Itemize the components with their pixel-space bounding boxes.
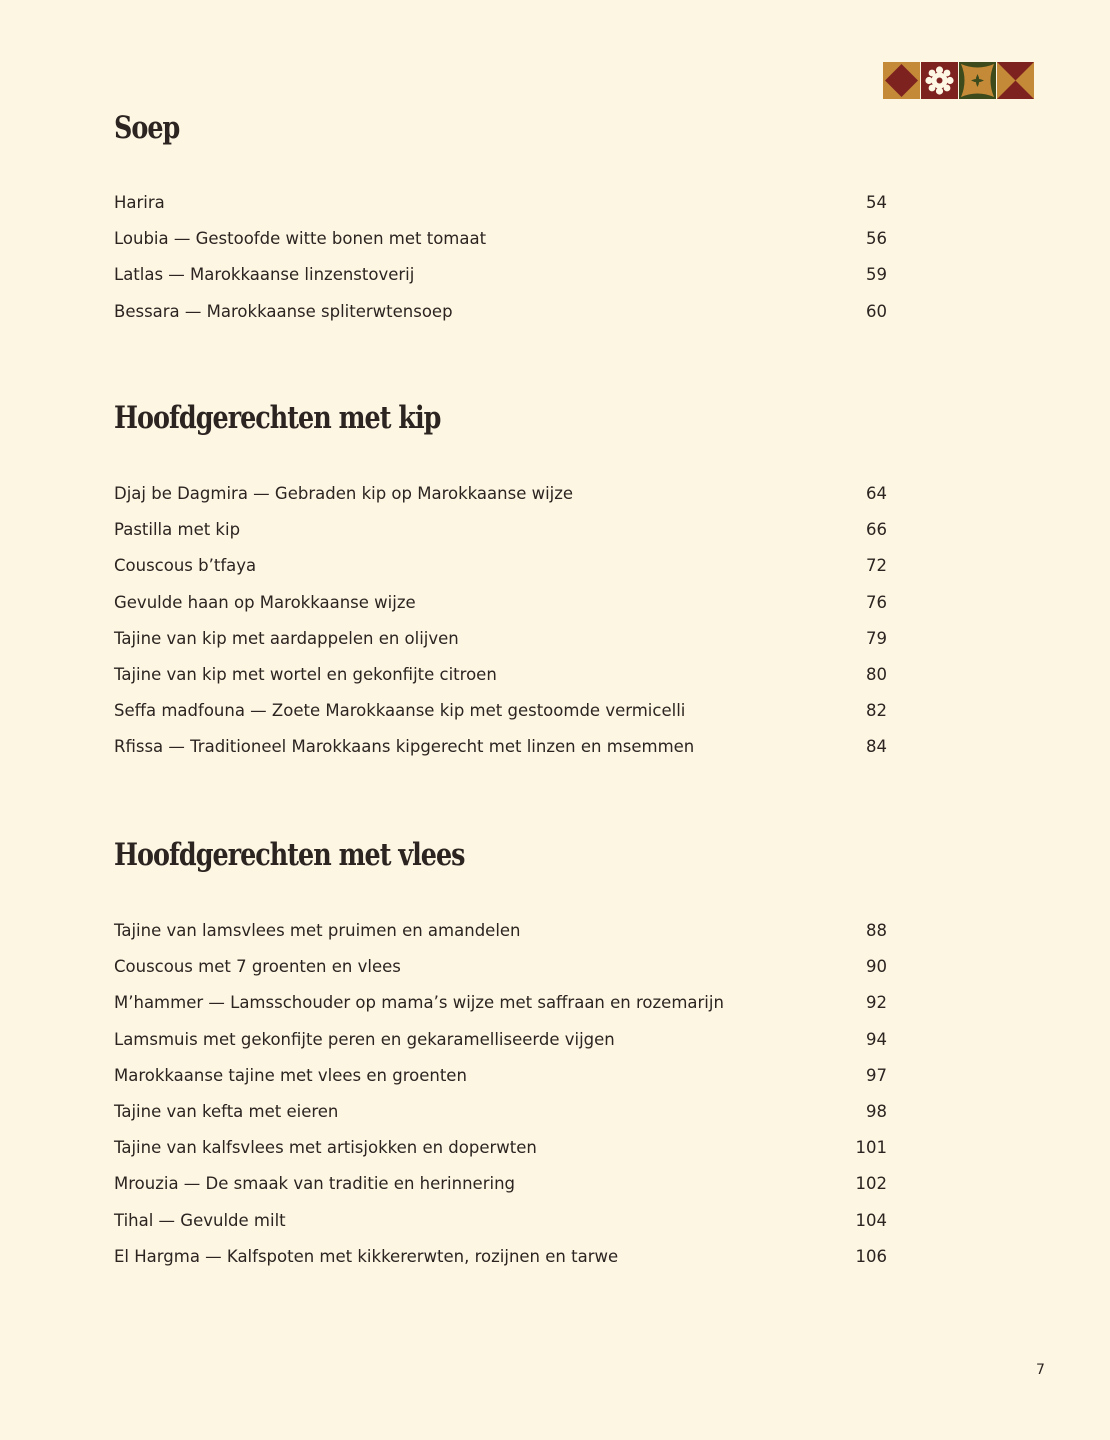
entry-page-number: 80: [866, 664, 887, 684]
leaf-cross-tile-icon: [959, 62, 996, 99]
entry-title: Marokkaanse tajine met vlees en groenten: [114, 1065, 467, 1085]
entry-page-number: 56: [866, 229, 887, 249]
entry-page-number: 66: [866, 520, 887, 540]
section-title-vlees: Hoofdgerechten met vlees: [114, 837, 465, 873]
entry-title: Tajine van kip met wortel en gekonfijte citroen: [114, 664, 497, 684]
toc-entry[interactable]: [114, 921, 887, 957]
entry-title: M’hammer — Lamsschouder op mama’s wijze met saffraan en rozemarijn: [114, 993, 724, 1013]
entry-title: Gevulde haan op Marokkaanse wijze: [114, 592, 416, 612]
page-number: 7: [1036, 1362, 1045, 1378]
entry-page-number: 84: [866, 737, 887, 757]
toc-entry[interactable]: [114, 629, 887, 665]
entry-page-number: 60: [866, 301, 887, 321]
entry-title: Harira: [114, 193, 165, 212]
toc-entry[interactable]: [114, 701, 887, 737]
toc-entry[interactable]: [114, 1066, 887, 1102]
entry-page-number: 90: [866, 957, 887, 977]
entry-title: Djaj be Dagmira — Gebraden kip op Marokkaanse wijze: [114, 484, 574, 503]
toc-entry[interactable]: [114, 737, 887, 773]
entry-page-number: 82: [866, 701, 887, 721]
entry-title: Lamsmuis met gekonfijte peren en gekaramelliseerde vijgen: [114, 1029, 615, 1049]
hourglass-tile-icon: [997, 62, 1034, 99]
toc-entry[interactable]: [114, 993, 887, 1029]
toc-entry[interactable]: [114, 957, 887, 993]
entry-page-number: 104: [855, 1210, 887, 1230]
entry-page-number: 88: [866, 921, 887, 940]
entry-page-number: 79: [866, 628, 887, 648]
entry-page-number: 98: [866, 1101, 887, 1121]
entry-title: Tajine van lamsvlees met pruimen en amandelen: [114, 921, 521, 940]
section-title-soep: Soep: [114, 110, 180, 146]
entry-title: Loubia — Gestoofde witte bonen met tomaat: [114, 229, 487, 249]
toc-list-soep: [114, 193, 887, 338]
entry-title: Latlas — Marokkaanse linzenstoverij: [114, 265, 415, 285]
toc-entry[interactable]: [114, 1138, 887, 1174]
toc-entry[interactable]: [114, 593, 887, 629]
ornament-tiles: [883, 62, 1034, 99]
entry-title: Pastilla met kip: [114, 520, 241, 540]
toc-entry[interactable]: [114, 520, 887, 556]
star-flower-tile-icon: [921, 62, 958, 99]
toc-entry[interactable]: [114, 1211, 887, 1247]
section-title-kip: Hoofdgerechten met kip: [114, 400, 441, 436]
toc-entry[interactable]: [114, 1102, 887, 1138]
toc-entry[interactable]: [114, 556, 887, 592]
entry-title: Tajine van kefta met eieren: [114, 1101, 339, 1121]
entry-page-number: 76: [866, 592, 887, 612]
entry-page-number: 72: [866, 556, 887, 576]
entry-title: Seffa madfouna — Zoete Marokkaanse kip met gestoomde vermicelli: [114, 701, 686, 721]
entry-title: Couscous met 7 groenten en vlees: [114, 957, 401, 977]
entry-page-number: 54: [866, 193, 887, 212]
diamond-tile-icon: [883, 62, 920, 99]
entry-page-number: 92: [866, 993, 887, 1013]
toc-list-vlees: [114, 921, 887, 1283]
entry-title: Tajine van kalfsvlees met artisjokken en doperwten: [114, 1138, 537, 1158]
entry-title: Bessara — Marokkaanse spliterwtensoep: [114, 301, 453, 321]
entry-page-number: 101: [855, 1138, 887, 1158]
entry-page-number: 64: [866, 484, 887, 503]
toc-entry[interactable]: [114, 484, 887, 520]
entry-title: Mrouzia — De smaak van traditie en herinnering: [114, 1174, 515, 1194]
entry-title: El Hargma — Kalfspoten met kikkererwten, rozijnen en tarwe: [114, 1246, 619, 1266]
toc-entry[interactable]: [114, 1030, 887, 1066]
toc-entry[interactable]: [114, 1174, 887, 1210]
entry-title: Rfissa — Traditioneel Marokkaans kipgerecht met linzen en msemmen: [114, 737, 695, 757]
toc-entry[interactable]: [114, 1247, 887, 1283]
entry-page-number: 102: [855, 1174, 887, 1194]
toc-entry[interactable]: [114, 193, 887, 229]
toc-entry[interactable]: [114, 302, 887, 338]
entry-page-number: 94: [866, 1029, 887, 1049]
toc-entry[interactable]: [114, 665, 887, 701]
toc-entry[interactable]: [114, 265, 887, 301]
entry-title: Tihal — Gevulde milt: [114, 1210, 286, 1230]
entry-page-number: 106: [855, 1246, 887, 1266]
entry-title: Couscous b’tfaya: [114, 556, 257, 576]
entry-page-number: 97: [866, 1065, 887, 1085]
entry-page-number: 59: [866, 265, 887, 285]
toc-entry[interactable]: [114, 229, 887, 265]
toc-list-kip: [114, 484, 887, 774]
entry-title: Tajine van kip met aardappelen en olijven: [114, 628, 459, 648]
